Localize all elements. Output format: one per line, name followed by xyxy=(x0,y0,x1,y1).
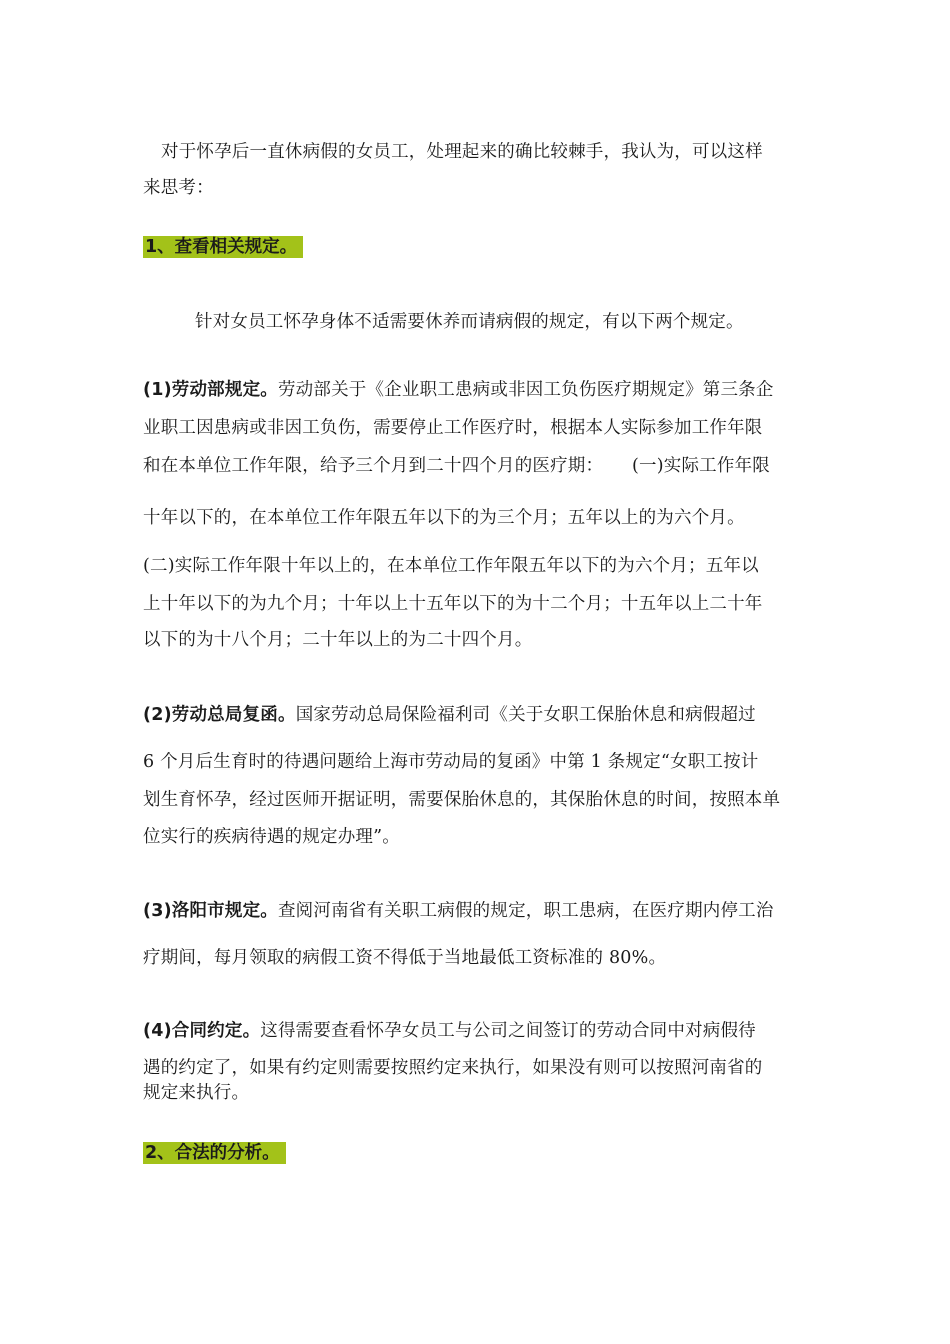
intro-line-2: 来思考： xyxy=(143,178,214,198)
rule-2-line-2: 6 个月后生育时的待遇问题给上海市劳动局的复函》中第 1 条规定“女职工按计 xyxy=(143,752,759,772)
section-1-heading: 1、查看相关规定。 xyxy=(143,236,303,258)
section-1-summary: 针对女员工怀孕身体不适需要休养而请病假的规定，有以下两个规定。 xyxy=(195,312,744,332)
rule-1-line-7: 以下的为十八个月；二十年以上的为二十四个月。 xyxy=(143,630,533,650)
rule-1-line-5: (二)实际工作年限十年以上的，在本单位工作年限五年以下的为六个月；五年以 xyxy=(143,556,759,576)
rule-2-line-4: 位实行的疾病待遇的规定办理”。 xyxy=(143,827,400,847)
rule-3-text-1: 查阅河南省有关职工病假的规定，职工患病，在医疗期内停工治 xyxy=(277,901,774,921)
rule-1-line-2: 业职工因患病或非因工负伤，需要停止工作医疗时，根据本人实际参加工作年限 xyxy=(143,418,763,438)
section-2-heading: 2、合法的分析。 xyxy=(143,1142,286,1164)
rule-1-line-4: 十年以下的，在本单位工作年限五年以下的为三个月；五年以上的为六个月。 xyxy=(143,508,745,528)
rule-4-line-2: 遇的约定了，如果有约定则需要按照约定来执行，如果没有则可以按照河南省的 xyxy=(143,1058,763,1078)
rule-3-line-1 xyxy=(143,899,813,923)
rule-4-line-3: 规定来执行。 xyxy=(143,1083,250,1103)
rule-1-line-6: 上十年以下的为九个月；十年以上十五年以下的为十二个月；十五年以上二十年 xyxy=(143,594,763,614)
rule-1-line-3: 和在本单位工作年限，给予三个月到二十四个月的医疗期： (一)实际工作年限 xyxy=(143,456,770,476)
rule-3-line-2: 疗期间，每月领取的病假工资不得低于当地最低工资标准的 80%。 xyxy=(143,948,667,968)
intro-line-1: 对于怀孕后一直休病假的女员工，处理起来的确比较棘手，我认为，可以这样 xyxy=(161,142,763,162)
rule-2-label: (2)劳动总局复函。 xyxy=(143,705,296,725)
rule-4-label: (4)合同约定。 xyxy=(143,1021,261,1041)
rule-1-line-1 xyxy=(143,378,813,402)
rule-2-line-3: 划生育怀孕，经过医师开据证明，需要保胎休息的，其保胎休息的时间，按照本单 xyxy=(143,790,781,810)
rule-1-label: (1)劳动部规定。 xyxy=(143,380,278,400)
rule-2-text-1: 国家劳动总局保险福利司《关于女职工保胎休息和病假超过 xyxy=(295,705,756,725)
rule-4-line-1 xyxy=(143,1019,813,1043)
rule-2-line-1 xyxy=(143,703,813,727)
rule-4-text-1: 这得需要查看怀孕女员工与公司之间签订的劳动合同中对病假待 xyxy=(260,1021,756,1041)
rule-3-label: (3)洛阳市规定。 xyxy=(143,901,278,921)
rule-1-text-1: 劳动部关于《企业职工患病或非因工负伤医疗期规定》第三条企 xyxy=(277,380,774,400)
